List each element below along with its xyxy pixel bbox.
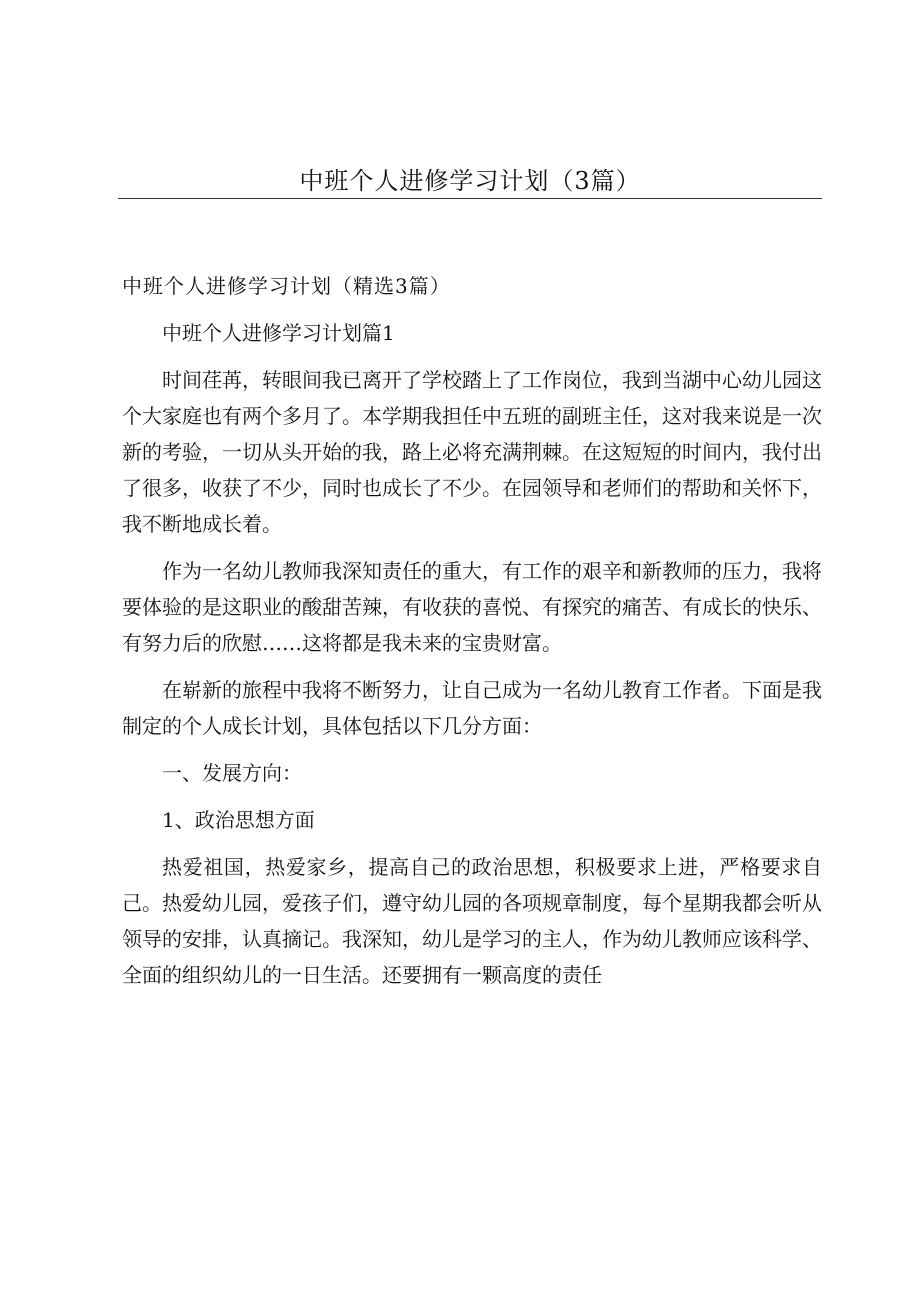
- document-body: [122, 268, 822, 1004]
- paragraph: 热爱祖国，热爱家乡，提高自己的政治思想，积极要求上进，严格要求自己。热爱幼儿园，爱孩子们，遵守幼儿园的各项规章制度，每个星期我都会听从领导的安排，认真摘记。我深知，幼儿是学习的主人，作为幼儿教师应该科学、全面的组织幼儿的一日生活。还要拥有一颗高度的责任: [122, 855, 822, 987]
- document-title: 中班个人进修学习计划（3篇）: [299, 167, 641, 195]
- document-subtitle: 中班个人进修学习计划（精选3篇）: [122, 274, 451, 298]
- title-underline: [118, 198, 822, 199]
- paragraph: 在崭新的旅程中我将不断努力，让自己成为一名幼儿教育工作者。下面是我制定的个人成长计划，具体包括以下几分方面：: [122, 678, 822, 738]
- list-heading: 一、发展方向：: [162, 761, 302, 785]
- list-subheading: 1、政治思想方面: [162, 808, 315, 832]
- section-heading: 中班个人进修学习计划篇1: [162, 321, 395, 345]
- paragraph: 作为一名幼儿教师我深知责任的重大，有工作的艰辛和新教师的压力，我将要体验的是这职业的酸甜苦辣，有收获的喜悦、有探究的痛苦、有成长的快乐、有努力后的欣慰……这将都是我未来的宝贵财富。: [122, 559, 822, 655]
- paragraph: 时间荏苒，转眼间我已离开了学校踏上了工作岗位，我到当湖中心幼儿园这个大家庭也有两个多月了。本学期我担任中五班的副班主任，这对我来说是一次新的考验，一切从头开始的我，路上必将充满荆棘。在这短短的时间内，我付出了很多，收获了不少，同时也成长了不少。在园领导和老师们的帮助和关怀下，我不断地成长着。: [122, 368, 822, 536]
